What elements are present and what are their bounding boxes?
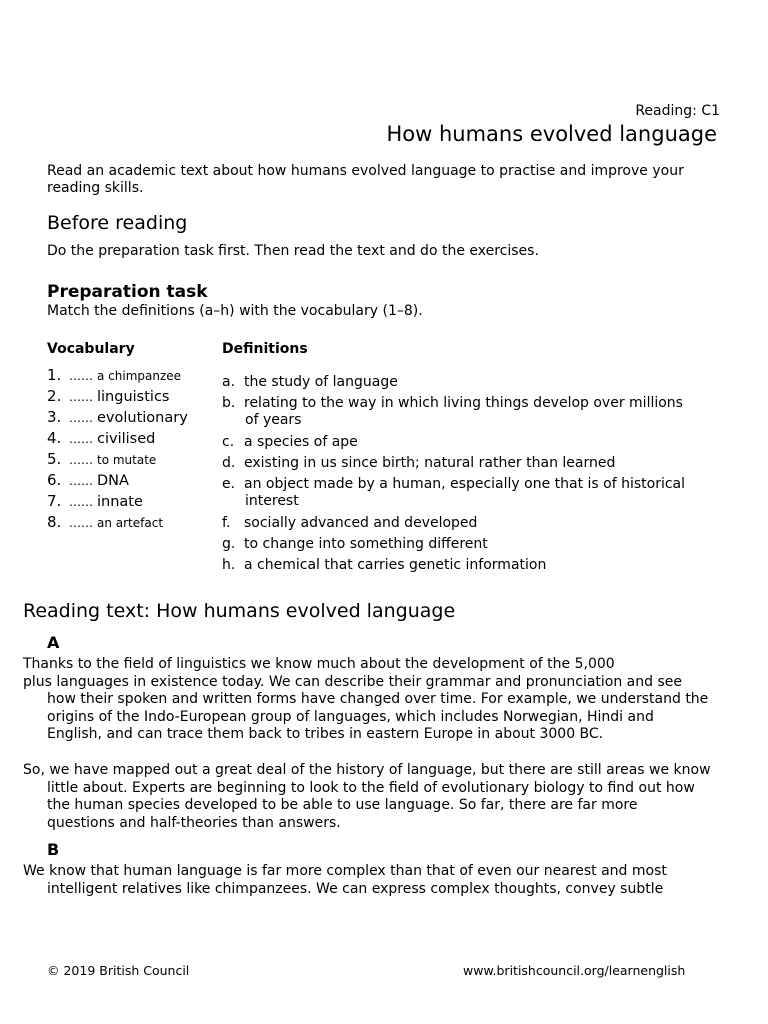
level-indicator [635, 103, 720, 119]
vocab-item [47, 408, 188, 426]
definition-text: existing in us since birth; natural rather than learned [244, 455, 616, 471]
text-line: how their spoken and written forms have changed over time. For example, we understand the [47, 691, 709, 707]
footer-url: www.britishcouncil.org/learnenglish [463, 963, 686, 978]
preparation-task-instructions: Match the definitions (a–h) with the vocabulary (1–8). [47, 303, 423, 319]
footer-copyright: © 2019 British Council [47, 963, 190, 978]
vocab-item [47, 450, 156, 468]
reading-text-heading: Reading text: How humans evolved language [23, 600, 456, 622]
vocab-number: 5. [47, 450, 62, 468]
definition-text: relating to the way in which living things develop over millions [244, 395, 683, 411]
definition-letter: f. [222, 515, 231, 531]
definition-item [222, 515, 477, 532]
definition-item [222, 536, 488, 553]
text-line: Thanks to the field of linguistics we know much about the development of the 5,000 [23, 656, 615, 672]
definition-letter: h. [222, 557, 236, 573]
before-reading-heading: Before reading [47, 212, 188, 234]
text-line: English, and can trace them back to tribes in eastern Europe in about 3000 BC. [47, 726, 604, 742]
vocab-word: to mutate [97, 453, 157, 467]
vocab-word: innate [97, 494, 143, 510]
vocab-answer-blank: …… [69, 411, 93, 425]
definition-letter: a. [222, 374, 236, 390]
vocab-answer-blank: …… [69, 495, 93, 509]
definition-item [222, 395, 683, 429]
vocab-number: 7. [47, 492, 62, 510]
vocab-number: 1. [47, 366, 62, 384]
vocab-answer-blank: …… [69, 474, 93, 488]
vocab-item [47, 492, 143, 510]
document-title: How humans evolved language [386, 122, 717, 146]
definition-item [222, 374, 398, 391]
definition-letter: g. [222, 536, 236, 552]
level-value: C1 [701, 103, 720, 119]
vocab-number: 3. [47, 408, 62, 426]
definition-item [222, 434, 358, 451]
vocab-item [47, 366, 181, 384]
section-a-paragraph-1 [23, 656, 708, 744]
vocab-word: DNA [97, 473, 129, 489]
level-label: Reading: [635, 103, 697, 119]
definition-text-continued: interest [245, 493, 299, 509]
definition-text: to change into something different [244, 536, 488, 552]
vocab-item [47, 471, 129, 489]
definition-text: the study of language [244, 374, 398, 390]
definition-text: an object made by a human, especially one that is of historical [244, 476, 686, 492]
definition-item [222, 455, 615, 472]
text-line: intelligent relatives like chimpanzees. We can express complex thoughts, convey subtle [47, 880, 664, 897]
vocab-word: a chimpanzee [97, 369, 182, 383]
text-line: We know that human language is far more complex than that of even our nearest and most [23, 863, 667, 879]
definition-letter: c. [222, 434, 235, 450]
definition-item [222, 557, 546, 574]
definition-text: socially advanced and developed [244, 515, 478, 531]
definition-text: a chemical that carries genetic information [244, 557, 547, 573]
vocab-number: 6. [47, 471, 62, 489]
text-line: questions and half-theories than answers. [47, 814, 341, 831]
vocab-item [47, 387, 169, 405]
before-reading-text: Do the preparation task first. Then read the text and do the exercises. [47, 243, 539, 259]
vocab-number: 2. [47, 387, 62, 405]
vocab-answer-blank: …… [69, 432, 93, 446]
definitions-heading: Definitions [222, 341, 308, 357]
text-line: origins of the Indo-European group of languages, which includes Norwegian, Hindi and [47, 708, 654, 725]
vocab-answer-blank: …… [69, 390, 93, 404]
vocab-word: an artefact [97, 516, 164, 530]
section-label-b: B [47, 840, 60, 859]
section-a-paragraph-2 [23, 762, 711, 832]
intro-text: Read an academic text about how humans evolved language to practise and improve your reading skills. [47, 163, 684, 196]
definition-letter: d. [222, 455, 236, 471]
vocab-item [47, 513, 163, 531]
text-line: the human species developed to be able to use language. So far, there are far more [47, 797, 638, 813]
vocab-word: civilised [97, 431, 156, 447]
vocab-item [47, 429, 155, 447]
vocab-word: linguistics [97, 389, 170, 405]
definition-item [222, 476, 685, 510]
section-label-a: A [47, 633, 60, 652]
definition-letter: b. [222, 395, 236, 411]
section-b-paragraph-1 [23, 863, 667, 898]
definition-text: a species of ape [244, 434, 358, 450]
vocab-answer-blank: …… [69, 516, 93, 530]
vocabulary-heading: Vocabulary [47, 341, 135, 357]
text-line: plus languages in existence today. We can describe their grammar and pronunciation and see [23, 673, 682, 690]
vocab-answer-blank: …… [69, 369, 93, 383]
text-line: So, we have mapped out a great deal of the history of language, but there are still areas we know [23, 762, 711, 778]
preparation-task-heading: Preparation task [47, 282, 208, 302]
definition-text-continued: of years [245, 412, 302, 428]
vocab-answer-blank: …… [69, 453, 93, 467]
definition-letter: e. [222, 476, 236, 492]
vocab-number: 4. [47, 429, 62, 447]
text-line: little about. Experts are beginning to look to the field of evolutionary biology to find out how [47, 779, 695, 796]
vocab-number: 8. [47, 513, 62, 531]
vocab-word: evolutionary [97, 410, 188, 426]
